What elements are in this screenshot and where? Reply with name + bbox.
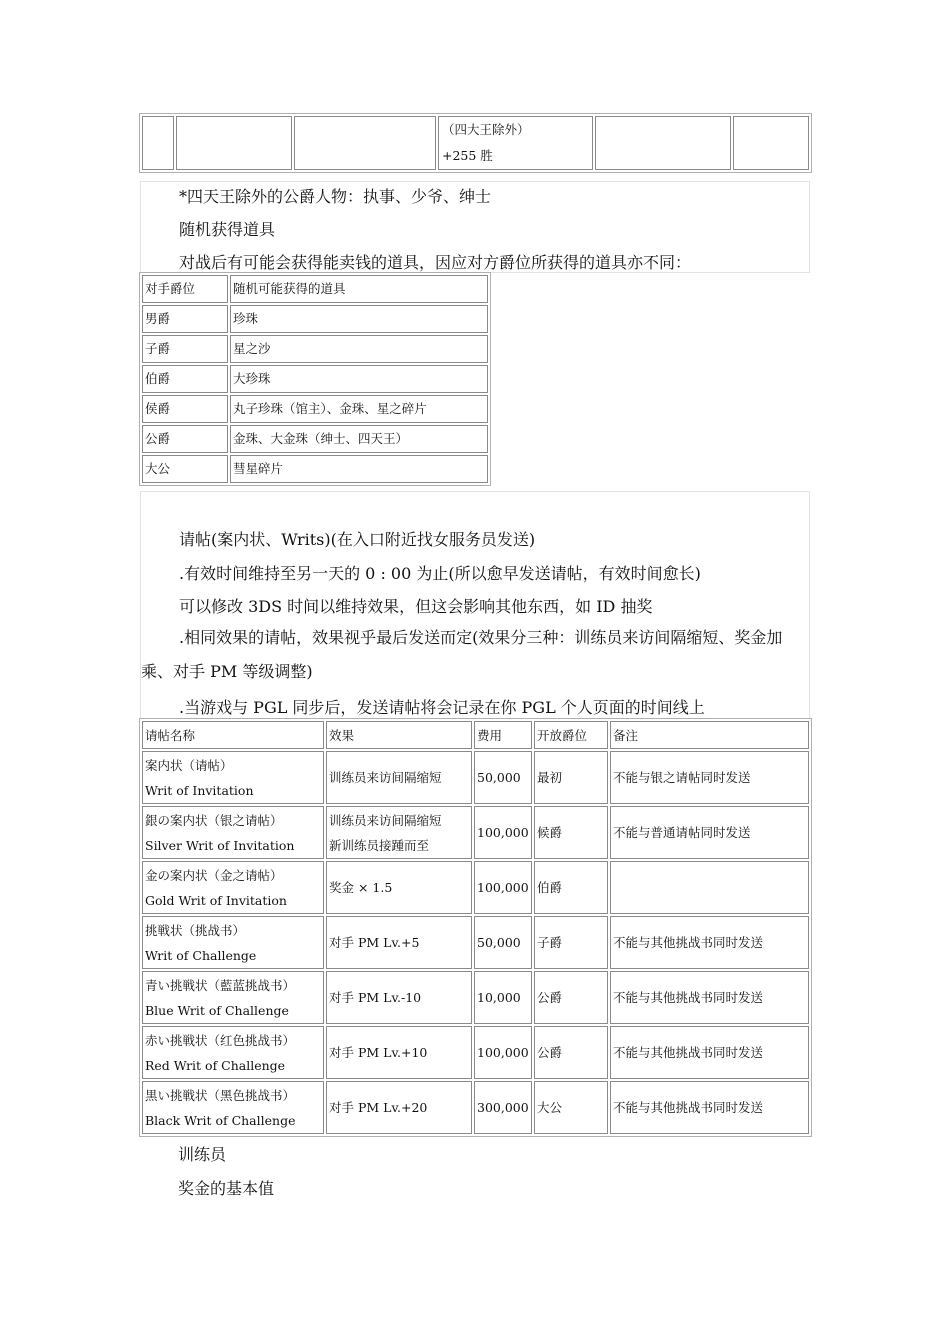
- writ-name-cell: [142, 916, 324, 969]
- table-row: [142, 305, 488, 333]
- table-header-row: [142, 275, 488, 303]
- rank-cell: 大公: [142, 455, 228, 483]
- table-cell: [142, 116, 174, 170]
- rank-cell: 最初: [534, 751, 608, 804]
- table-cell: [733, 116, 809, 170]
- rank-cell: 公爵: [142, 425, 228, 453]
- item-cell: 珍珠: [230, 305, 488, 333]
- writ-name-cell: [142, 806, 324, 859]
- writ-table-grid: [140, 719, 811, 1136]
- table-row: [142, 751, 809, 804]
- effect-text: 对手 PM Lv.+20: [329, 1100, 428, 1115]
- rank-cell: 伯爵: [534, 861, 608, 914]
- writ-name-jp: 金の案内状（金之请帖）: [145, 867, 283, 883]
- header-cell: 开放爵位: [534, 721, 608, 749]
- section-random-items: [140, 181, 810, 273]
- writ-name-cell: [142, 1026, 324, 1079]
- header-cell: 请帖名称: [142, 721, 324, 749]
- table-row: [142, 861, 809, 914]
- top-table-grid: [140, 114, 811, 172]
- writ-name-jp: 赤い挑戦状（红色挑战书）: [145, 1032, 296, 1048]
- table-row: [142, 455, 488, 483]
- cost-cell: 100,000: [474, 861, 532, 914]
- effect-cell: [326, 1081, 472, 1134]
- rank-cell: 侯爵: [142, 395, 228, 423]
- table-row: [142, 116, 809, 170]
- writ-name-en: Silver Writ of Invitation: [145, 837, 295, 853]
- note-cell: 不能与其他挑战书同时发送: [610, 1081, 809, 1134]
- cost-cell: 50,000: [474, 916, 532, 969]
- rank-cell: 男爵: [142, 305, 228, 333]
- rank-cell: 公爵: [534, 971, 608, 1024]
- intro-text: 对战后有可能会获得能卖钱的道具，因应对方爵位所获得的道具亦不同：: [179, 253, 692, 272]
- header-cell: 随机可能获得的道具: [230, 275, 488, 303]
- effect-text: 训练员来访间隔缩短: [329, 812, 442, 828]
- rank-cell: 候爵: [534, 806, 608, 859]
- writ-note-line: 可以修改 3DS 时间以维持效果，但这会影响其他东西，如 ID 抽奖: [179, 597, 653, 616]
- cost-cell: 100,000: [474, 806, 532, 859]
- writ-name-jp: 黒い挑戦状（黑色挑战书）: [145, 1087, 296, 1103]
- cell-text: （四大王除外）: [442, 122, 530, 137]
- item-cell: 星之沙: [230, 335, 488, 363]
- effect-cell: [326, 916, 472, 969]
- table-row: [142, 806, 809, 859]
- footer-subheading: 奖金的基本值: [178, 1179, 275, 1198]
- writ-note-line: .有效时间维持至另一天的 0 : 00 为止(所以愈早发送请帖，有效时间愈长): [179, 564, 701, 583]
- section-writs: [140, 491, 810, 719]
- rank-cell: 子爵: [534, 916, 608, 969]
- effect-cell: [326, 861, 472, 914]
- header-cell: 效果: [326, 721, 472, 749]
- table-cell: [595, 116, 731, 170]
- rank-items-table: [139, 272, 491, 486]
- writ-name-jp: 銀の案内状（银之请帖）: [145, 812, 283, 828]
- writ-name-jp: 挑戦状（挑战书）: [145, 922, 246, 938]
- header-cell: 对手爵位: [142, 275, 228, 303]
- item-cell: 彗星碎片: [230, 455, 488, 483]
- effect-text: 对手 PM Lv.+5: [329, 935, 420, 950]
- table-header-row: [142, 721, 809, 749]
- table-row: [142, 335, 488, 363]
- rank-cell: 伯爵: [142, 365, 228, 393]
- rank-table-grid: [140, 273, 490, 485]
- footer-heading: 训练员: [178, 1145, 227, 1164]
- cost-cell: 10,000: [474, 971, 532, 1024]
- cost-cell: 300,000: [474, 1081, 532, 1134]
- top-partial-table: [139, 113, 812, 173]
- note-cell: 不能与其他挑战书同时发送: [610, 971, 809, 1024]
- table-cell: [176, 116, 292, 170]
- section-heading: 随机获得道具: [179, 220, 276, 239]
- cost-cell: 100,000: [474, 1026, 532, 1079]
- rank-cell: 大公: [534, 1081, 608, 1134]
- writ-note-line: .当游戏与 PGL 同步后，发送请帖将会记录在你 PGL 个人页面的时间线上: [179, 698, 705, 717]
- writ-name-en: Black Writ of Challenge: [145, 1112, 296, 1128]
- section-title: 请帖(案内状、Writs)(在入口附近找女服务员发送): [179, 530, 536, 549]
- writ-name-cell: [142, 751, 324, 804]
- table-row: [142, 365, 488, 393]
- header-cell: 费用: [474, 721, 532, 749]
- writ-name-jp: 青い挑戦状（藍蓝挑战书）: [145, 977, 296, 993]
- note-cell: 不能与其他挑战书同时发送: [610, 1026, 809, 1079]
- effect-cell: [326, 971, 472, 1024]
- rank-cell: 子爵: [142, 335, 228, 363]
- writ-name-jp: 案内状（请帖）: [145, 757, 233, 773]
- note-cell: 不能与普通请帖同时发送: [610, 806, 809, 859]
- rank-cell: 公爵: [534, 1026, 608, 1079]
- item-cell: 大珍珠: [230, 365, 488, 393]
- writ-name-en: Red Writ of Challenge: [145, 1057, 286, 1073]
- note-cell: [610, 861, 809, 914]
- effect-text: 新训练员接踵而至: [329, 837, 430, 853]
- table-cell: [294, 116, 436, 170]
- effect-cell: [326, 806, 472, 859]
- writ-name-cell: [142, 1081, 324, 1134]
- table-row: [142, 1081, 809, 1134]
- writ-name-en: Writ of Invitation: [145, 782, 254, 798]
- writ-name-en: Gold Writ of Invitation: [145, 892, 287, 908]
- writ-table: [139, 718, 812, 1137]
- note-cell: 不能与银之请帖同时发送: [610, 751, 809, 804]
- table-cell: [438, 116, 593, 170]
- table-row: [142, 425, 488, 453]
- effect-cell: [326, 751, 472, 804]
- writ-name-en: Blue Writ of Challenge: [145, 1002, 289, 1018]
- table-row: [142, 1026, 809, 1079]
- writ-name-cell: [142, 861, 324, 914]
- writ-note-line: .相同效果的请帖，效果视乎最后发送而定(效果分三种：训练员来访间隔缩短、奖金加乘、对手 PM 等级调整): [141, 628, 783, 681]
- item-cell: 丸子珍珠（馆主）、金珠、星之碎片: [230, 395, 488, 423]
- writ-name-cell: [142, 971, 324, 1024]
- effect-text: 训练员来访间隔缩短: [329, 770, 442, 785]
- note-text: *四天王除外的公爵人物：执事、少爷、绅士: [179, 187, 492, 206]
- effect-text: 奖金 × 1.5: [329, 880, 393, 895]
- cost-cell: 50,000: [474, 751, 532, 804]
- table-row: [142, 971, 809, 1024]
- table-row: [142, 395, 488, 423]
- item-cell: 金珠、大金珠（绅士、四天王）: [230, 425, 488, 453]
- cell-text: +255 胜: [442, 148, 493, 163]
- effect-text: 对手 PM Lv.+10: [329, 1045, 428, 1060]
- header-cell: 备注: [610, 721, 809, 749]
- note-cell: 不能与其他挑战书同时发送: [610, 916, 809, 969]
- effect-cell: [326, 1026, 472, 1079]
- table-row: [142, 916, 809, 969]
- writ-name-en: Writ of Challenge: [145, 947, 257, 963]
- effect-text: 对手 PM Lv.-10: [329, 990, 422, 1005]
